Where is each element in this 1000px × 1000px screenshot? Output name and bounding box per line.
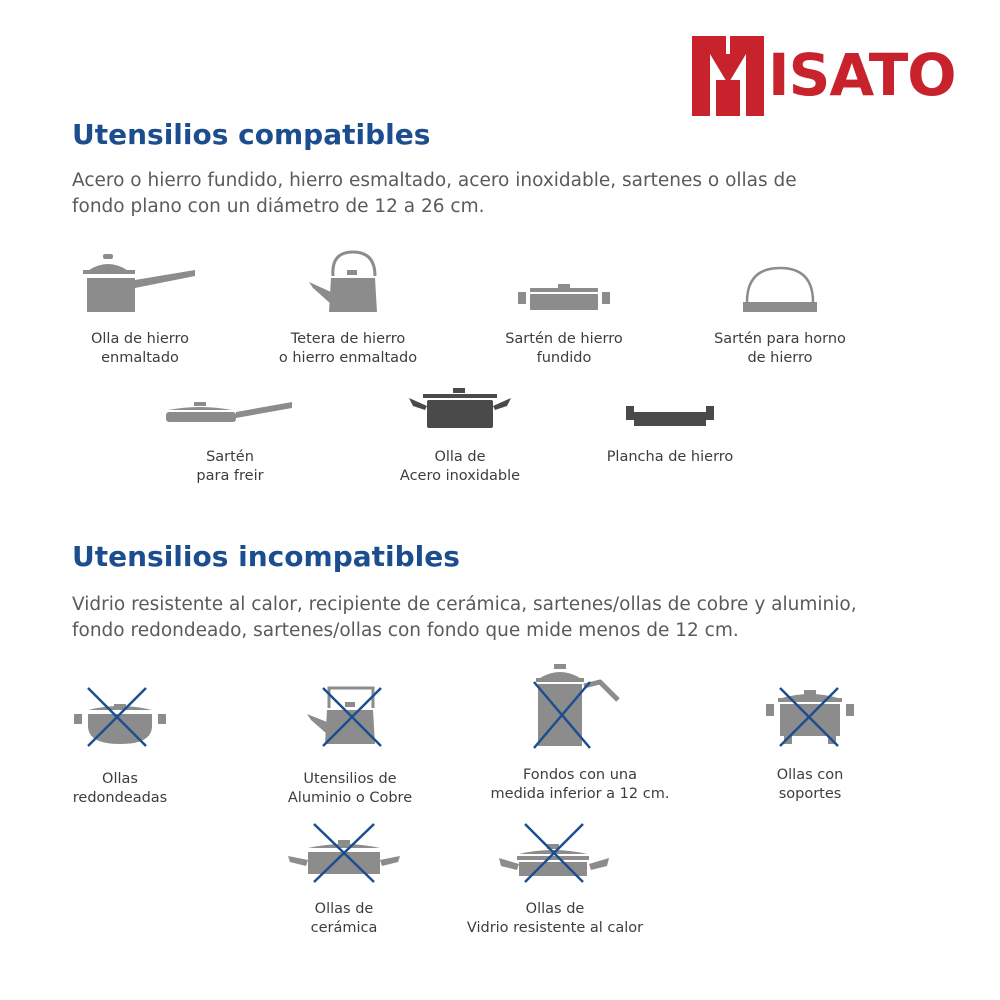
item-label: soportes	[778, 785, 842, 802]
item-label: o hierro enmaltado	[278, 349, 418, 366]
incompatible-item-rounded-pot	[20, 684, 220, 807]
item-label: Tetera de hierro	[290, 331, 406, 347]
cast-iron-pan-icon	[514, 248, 614, 316]
griddle-icon	[620, 400, 720, 432]
compatible-item-frying-pan	[130, 392, 330, 485]
incompatible-item-glass-pot	[455, 820, 655, 937]
aluminum-kettle-icon	[305, 684, 395, 750]
small-base-pot-icon	[530, 662, 630, 750]
incompatible-item-pot-with-stand	[710, 686, 910, 803]
item-label: redondeadas	[72, 789, 168, 806]
incompatible-title: Utensilios incompatibles	[72, 540, 460, 573]
item-label: Olla de hierro	[90, 331, 190, 347]
rounded-pot-icon	[70, 684, 170, 750]
item-label: Fondos con una	[522, 767, 638, 783]
item-label: Ollas de	[525, 901, 585, 917]
item-label: Vidrio resistente al calor	[466, 919, 644, 936]
item-label: Ollas	[102, 771, 138, 787]
pot-with-stand-icon	[760, 686, 860, 748]
frying-pan-icon	[160, 392, 300, 432]
compatible-title: Utensilios compatibles	[72, 118, 431, 151]
compatible-item-steel-pot	[360, 386, 560, 485]
compatible-item-griddle	[570, 400, 770, 467]
kettle-icon	[303, 248, 393, 316]
steel-pot-icon	[405, 386, 515, 432]
incompatible-description: Vidrio resistente al calor, recipiente de cerámica, sartenes/ollas de cobre y aluminio, fondo redondeado, sartenes/ollas con fondo que mide menos de 12 cm.	[72, 594, 857, 641]
item-label: Acero inoxidable	[399, 467, 521, 484]
compatible-item-enamel-pot	[40, 248, 240, 367]
item-label: Ollas con	[776, 767, 844, 783]
item-label: enmaltado	[101, 349, 179, 366]
item-label: Sartén de hierro	[505, 331, 623, 347]
compatible-description: Acero o hierro fundido, hierro esmaltado, acero inoxidable, sartenes o ollas de fondo plano con un diámetro de 12 a 26 cm.	[72, 170, 797, 217]
item-label: para freir	[196, 467, 264, 484]
enamel-pot-icon	[75, 248, 205, 316]
ceramic-pot-icon	[284, 820, 404, 884]
glass-pot-icon	[495, 820, 615, 884]
compatible-item-oven-pan	[680, 248, 880, 367]
compatible-item-kettle	[248, 248, 448, 367]
item-label: Olla de	[434, 449, 486, 465]
item-label: Sartén	[206, 449, 254, 465]
item-label: Ollas de	[314, 901, 374, 917]
brand-logo	[690, 34, 970, 118]
brand-name: ISATO	[768, 41, 956, 109]
item-label: Sartén para horno	[714, 331, 846, 347]
item-label: Utensilios de	[303, 771, 397, 787]
oven-pan-icon	[735, 248, 825, 316]
item-label: de hierro	[747, 349, 813, 366]
item-label: Plancha de hierro	[606, 449, 734, 465]
compatible-item-cast-iron-pan	[464, 248, 664, 367]
item-label: medida inferior a 12 cm.	[490, 785, 670, 802]
item-label: cerámica	[310, 919, 378, 936]
item-label: Aluminio o Cobre	[287, 789, 413, 806]
item-label: fundido	[536, 349, 592, 366]
incompatible-item-aluminum-kettle	[250, 684, 450, 807]
incompatible-item-small-base-pot	[480, 662, 680, 803]
incompatible-item-ceramic-pot	[244, 820, 444, 937]
